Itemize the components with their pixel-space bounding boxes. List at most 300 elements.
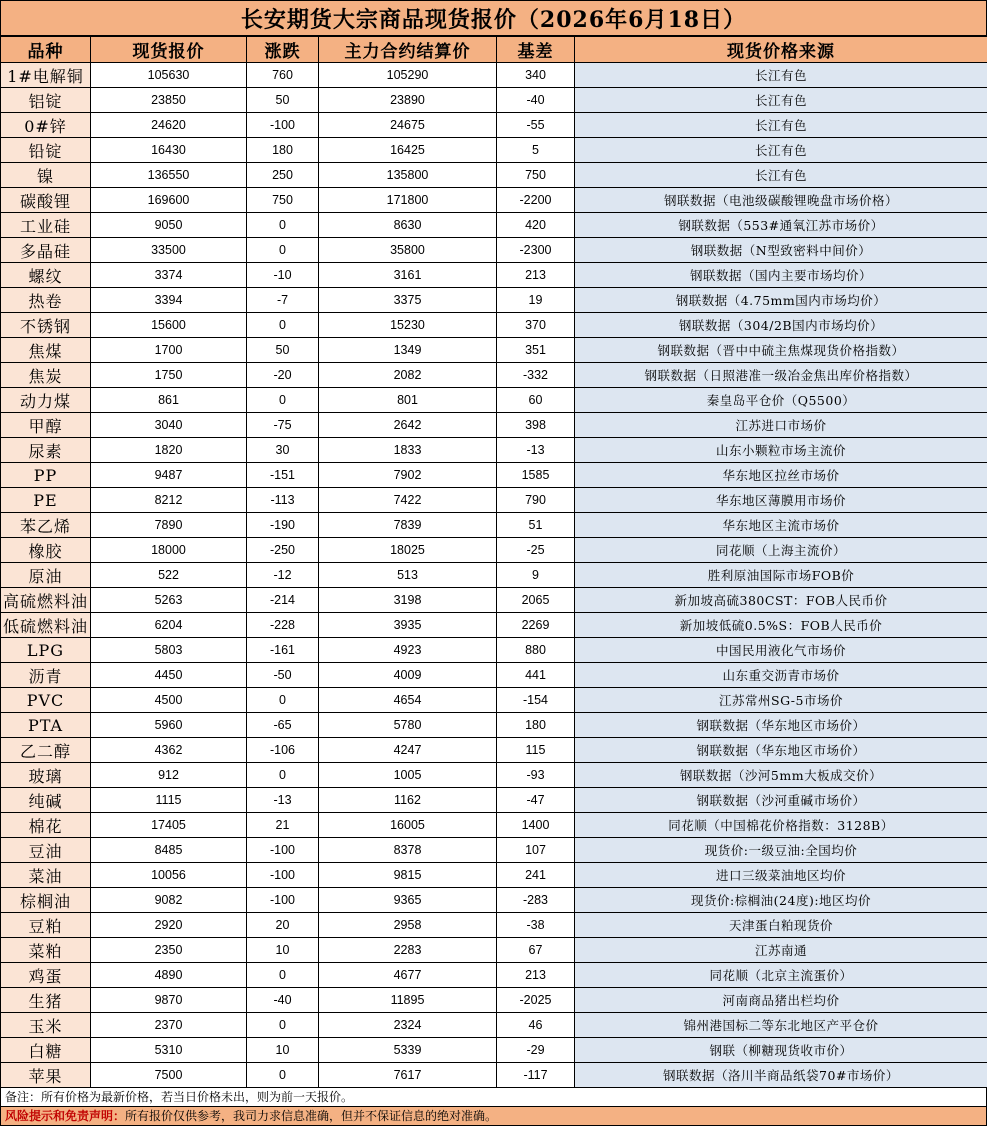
price-change: 30 [247,438,319,463]
commodity-name: 玻璃 [1,763,91,788]
price-change: -7 [247,288,319,313]
commodity-name: 玉米 [1,1013,91,1038]
price-source: 锦州港国标二等东北地区产平仓价 [575,1013,987,1038]
commodity-name: 纯碱 [1,788,91,813]
price-source: 新加坡低硫0.5%S：FOB人民币价 [575,613,987,638]
commodity-name: 豆油 [1,838,91,863]
basis-value: 46 [497,1013,575,1038]
settlement-price: 7422 [319,488,497,513]
basis-value: -2025 [497,988,575,1013]
price-change: -12 [247,563,319,588]
table-row [1,238,987,263]
basis-value: 340 [497,63,575,88]
price-change: -50 [247,663,319,688]
spot-price: 4500 [91,688,247,713]
settlement-price: 8630 [319,213,497,238]
price-source: 钢联数据（电池级碳酸锂晚盘市场价格） [575,188,987,213]
spot-price: 1820 [91,438,247,463]
basis-value: 790 [497,488,575,513]
commodity-name: 动力煤 [1,388,91,413]
price-change: -228 [247,613,319,638]
commodity-name: 豆粕 [1,913,91,938]
commodity-name: PE [1,488,91,513]
basis-value: 1585 [497,463,575,488]
spot-price: 6204 [91,613,247,638]
header-spot-price: 现货报价 [91,37,247,63]
table-row [1,313,987,338]
spot-price: 2370 [91,1013,247,1038]
commodity-name: 甲醇 [1,413,91,438]
basis-value: 67 [497,938,575,963]
price-change: -75 [247,413,319,438]
basis-value: 5 [497,138,575,163]
table-row [1,863,987,888]
price-change: 0 [247,313,319,338]
table-row [1,1013,987,1038]
price-change: -190 [247,513,319,538]
basis-value: -332 [497,363,575,388]
basis-value: -154 [497,688,575,713]
table-row [1,588,987,613]
basis-value: -38 [497,913,575,938]
basis-value: -13 [497,438,575,463]
settlement-price: 4923 [319,638,497,663]
settlement-price: 7617 [319,1063,497,1088]
price-change: 10 [247,1038,319,1063]
settlement-price: 16425 [319,138,497,163]
table-row [1,738,987,763]
price-change: -106 [247,738,319,763]
settlement-price: 11895 [319,988,497,1013]
price-source: 长江有色 [575,63,987,88]
price-source: 同花顺（上海主流价） [575,538,987,563]
settlement-price: 2324 [319,1013,497,1038]
commodity-name: 尿素 [1,438,91,463]
settlement-price: 23890 [319,88,497,113]
settlement-price: 3198 [319,588,497,613]
table-row [1,463,987,488]
price-change: 0 [247,963,319,988]
price-source: 山东重交沥青市场价 [575,663,987,688]
price-change: -10 [247,263,319,288]
table-row [1,213,987,238]
price-source: 天津蛋白粕现货价 [575,913,987,938]
price-source: 钢联数据（华东地区市场价） [575,713,987,738]
table-row [1,113,987,138]
settlement-price: 4654 [319,688,497,713]
table-row [1,888,987,913]
price-source: 钢联（柳糖现货收市价） [575,1038,987,1063]
spot-price: 7500 [91,1063,247,1088]
basis-value: 9 [497,563,575,588]
commodity-name: 工业硅 [1,213,91,238]
header-basis: 基差 [497,37,575,63]
table-row [1,688,987,713]
commodity-name: 碳酸锂 [1,188,91,213]
price-source: 钢联数据（晋中中硫主焦煤现货价格指数） [575,338,987,363]
basis-value: 107 [497,838,575,863]
price-source: 胜利原油国际市场FOB价 [575,563,987,588]
basis-value: 370 [497,313,575,338]
commodity-name: 多晶硅 [1,238,91,263]
settlement-price: 801 [319,388,497,413]
price-change: 180 [247,138,319,163]
basis-value: 880 [497,638,575,663]
settlement-price: 4009 [319,663,497,688]
basis-value: -25 [497,538,575,563]
basis-value: -93 [497,763,575,788]
header-price-source: 现货价格来源 [575,37,987,63]
price-source: 河南商品猪出栏均价 [575,988,987,1013]
price-source: 新加坡高硫380CST：FOB人民币价 [575,588,987,613]
price-source: 钢联数据（304/2B国内市场均价） [575,313,987,338]
risk-text: 所有报价仅供参考，我司力求信息准确，但并不保证信息的绝对准确。 [125,1109,497,1123]
price-source: 同花顺（中国棉花价格指数：3128B） [575,813,987,838]
settlement-price: 2958 [319,913,497,938]
price-change: 20 [247,913,319,938]
basis-value: 213 [497,263,575,288]
settlement-price: 4677 [319,963,497,988]
settlement-price: 16005 [319,813,497,838]
commodity-name: 白糖 [1,1038,91,1063]
basis-value: -283 [497,888,575,913]
table-row [1,288,987,313]
price-source: 长江有色 [575,163,987,188]
settlement-price: 15230 [319,313,497,338]
settlement-price: 2642 [319,413,497,438]
table-row [1,963,987,988]
price-source: 钢联数据（华东地区市场价） [575,738,987,763]
spot-price: 16430 [91,138,247,163]
spot-price: 15600 [91,313,247,338]
spot-price: 1700 [91,338,247,363]
basis-value: 750 [497,163,575,188]
basis-value: 213 [497,963,575,988]
price-source: 秦皇岛平仓价（Q5500） [575,388,987,413]
spot-price: 522 [91,563,247,588]
table-row [1,263,987,288]
settlement-price: 5339 [319,1038,497,1063]
price-source: 钢联数据（沙河5mm大板成交价） [575,763,987,788]
basis-value: -117 [497,1063,575,1088]
price-change: -40 [247,988,319,1013]
basis-value: 2269 [497,613,575,638]
table-row [1,938,987,963]
spot-price: 4362 [91,738,247,763]
basis-value: -47 [497,788,575,813]
basis-value: 19 [497,288,575,313]
settlement-price: 105290 [319,63,497,88]
commodity-name: 焦煤 [1,338,91,363]
spot-price: 18000 [91,538,247,563]
price-change: 0 [247,763,319,788]
commodity-name: PVC [1,688,91,713]
settlement-price: 135800 [319,163,497,188]
commodity-name: 热卷 [1,288,91,313]
table-body [1,63,987,1088]
commodity-name: 原油 [1,563,91,588]
commodity-name: 菜粕 [1,938,91,963]
spot-price: 24620 [91,113,247,138]
settlement-price: 35800 [319,238,497,263]
spot-price: 5263 [91,588,247,613]
settlement-price: 9815 [319,863,497,888]
basis-value: 115 [497,738,575,763]
header-settlement-price: 主力合约结算价 [319,37,497,63]
table-row [1,638,987,663]
settlement-price: 3161 [319,263,497,288]
sheet-title: 长安期货大宗商品现货报价（2026年6月18日） [0,0,987,36]
spot-price: 1750 [91,363,247,388]
spot-price: 9870 [91,988,247,1013]
commodity-name: 1#电解铜 [1,63,91,88]
commodity-name: 低硫燃料油 [1,613,91,638]
commodity-name: 苯乙烯 [1,513,91,538]
commodity-name: 苹果 [1,1063,91,1088]
price-source: 华东地区薄膜用市场价 [575,488,987,513]
table-row [1,988,987,1013]
price-change: -65 [247,713,319,738]
table-row [1,563,987,588]
price-change: 0 [247,388,319,413]
price-source: 钢联数据（4.75mm国内市场均价） [575,288,987,313]
basis-value: 241 [497,863,575,888]
price-source: 现货价:一级豆油:全国均价 [575,838,987,863]
price-source: 同花顺（北京主流蛋价） [575,963,987,988]
risk-disclaimer [0,1107,987,1126]
price-source: 钢联数据（国内主要市场均价） [575,263,987,288]
basis-value: 180 [497,713,575,738]
price-source: 江苏南通 [575,938,987,963]
settlement-price: 4247 [319,738,497,763]
spot-price: 8485 [91,838,247,863]
basis-value: -29 [497,1038,575,1063]
table-row [1,538,987,563]
commodity-name: 棕榈油 [1,888,91,913]
settlement-price: 8378 [319,838,497,863]
spot-price: 4450 [91,663,247,688]
price-change: -113 [247,488,319,513]
table-row [1,613,987,638]
basis-value: 2065 [497,588,575,613]
table-row [1,363,987,388]
settlement-price: 1005 [319,763,497,788]
spot-price: 105630 [91,63,247,88]
price-source: 钢联数据（553#通氧江苏市场价） [575,213,987,238]
price-change: -250 [247,538,319,563]
price-change: 50 [247,338,319,363]
spot-price: 17405 [91,813,247,838]
price-source: 长江有色 [575,113,987,138]
table-row [1,713,987,738]
commodity-name: 镍 [1,163,91,188]
settlement-price: 7839 [319,513,497,538]
settlement-price: 171800 [319,188,497,213]
spot-price: 136550 [91,163,247,188]
basis-value: -55 [497,113,575,138]
basis-value: -2300 [497,238,575,263]
settlement-price: 7902 [319,463,497,488]
price-source: 钢联数据（N型致密料中间价） [575,238,987,263]
table-row [1,813,987,838]
price-change: -100 [247,113,319,138]
table-row [1,88,987,113]
price-change: 750 [247,188,319,213]
price-change: 0 [247,238,319,263]
spot-price: 9487 [91,463,247,488]
table-row [1,488,987,513]
spot-price: 169600 [91,188,247,213]
table-row [1,663,987,688]
spot-price: 4890 [91,963,247,988]
commodity-name: LPG [1,638,91,663]
settlement-price: 1349 [319,338,497,363]
price-change: -161 [247,638,319,663]
settlement-price: 1162 [319,788,497,813]
table-row [1,763,987,788]
commodity-name: 菜油 [1,863,91,888]
table-row [1,388,987,413]
commodity-name: 铅锭 [1,138,91,163]
basis-value: -2200 [497,188,575,213]
basis-value: -40 [497,88,575,113]
footnote: 备注：所有价格为最新价格，若当日价格未出，则为前一天报价。 [0,1088,987,1107]
settlement-price: 1833 [319,438,497,463]
table-row [1,138,987,163]
spot-price: 23850 [91,88,247,113]
commodity-name: 高硫燃料油 [1,588,91,613]
settlement-price: 5780 [319,713,497,738]
price-change: 21 [247,813,319,838]
spot-price: 3374 [91,263,247,288]
commodity-name: PTA [1,713,91,738]
commodity-name: 0#锌 [1,113,91,138]
price-source: 山东小颗粒市场主流价 [575,438,987,463]
commodity-name: 棉花 [1,813,91,838]
price-source: 华东地区拉丝市场价 [575,463,987,488]
spot-price: 7890 [91,513,247,538]
spot-price: 8212 [91,488,247,513]
spot-price: 912 [91,763,247,788]
price-change: 0 [247,1063,319,1088]
table-row [1,163,987,188]
settlement-price: 513 [319,563,497,588]
basis-value: 1400 [497,813,575,838]
spot-price: 1115 [91,788,247,813]
settlement-price: 9365 [319,888,497,913]
spot-price: 2350 [91,938,247,963]
header-commodity: 品种 [1,37,91,63]
price-source: 江苏进口市场价 [575,413,987,438]
table-row [1,1063,987,1088]
commodity-name: 螺纹 [1,263,91,288]
spot-price: 5960 [91,713,247,738]
commodity-name: PP [1,463,91,488]
price-change: 0 [247,213,319,238]
commodity-name: 焦炭 [1,363,91,388]
commodity-name: 铝锭 [1,88,91,113]
commodity-name: 乙二醇 [1,738,91,763]
settlement-price: 3375 [319,288,497,313]
price-source: 钢联数据（沙河重碱市场价） [575,788,987,813]
spot-price: 2920 [91,913,247,938]
spot-price: 3040 [91,413,247,438]
price-source: 长江有色 [575,88,987,113]
price-source: 江苏常州SG-5市场价 [575,688,987,713]
spot-price: 861 [91,388,247,413]
basis-value: 60 [497,388,575,413]
settlement-price: 18025 [319,538,497,563]
spot-price: 5310 [91,1038,247,1063]
basis-value: 51 [497,513,575,538]
settlement-price: 2082 [319,363,497,388]
table-row [1,338,987,363]
table-row [1,413,987,438]
table-row [1,838,987,863]
spot-price: 5803 [91,638,247,663]
price-change: -13 [247,788,319,813]
basis-value: 420 [497,213,575,238]
price-change: 250 [247,163,319,188]
price-change: 50 [247,88,319,113]
price-change: -100 [247,888,319,913]
price-source: 现货价:棕榈油(24度):地区均价 [575,888,987,913]
table-row [1,788,987,813]
price-change: -20 [247,363,319,388]
basis-value: 441 [497,663,575,688]
price-table [0,36,987,1088]
risk-label: 风险提示和免责声明： [5,1109,125,1123]
commodity-name: 鸡蛋 [1,963,91,988]
price-change: 0 [247,688,319,713]
commodity-name: 生猪 [1,988,91,1013]
table-row [1,188,987,213]
spot-price: 9082 [91,888,247,913]
price-source: 中国民用液化气市场价 [575,638,987,663]
table-row [1,1038,987,1063]
price-change: -100 [247,863,319,888]
settlement-price: 24675 [319,113,497,138]
commodity-name: 沥青 [1,663,91,688]
table-row [1,913,987,938]
basis-value: 351 [497,338,575,363]
header-row [1,37,987,63]
price-change: 0 [247,1013,319,1038]
spot-price: 3394 [91,288,247,313]
basis-value: 398 [497,413,575,438]
price-change: -151 [247,463,319,488]
price-change: 760 [247,63,319,88]
header-change: 涨跌 [247,37,319,63]
price-source: 长江有色 [575,138,987,163]
price-change: -100 [247,838,319,863]
price-source: 钢联数据（洛川半商品纸袋70#市场价） [575,1063,987,1088]
table-row [1,438,987,463]
spot-price: 33500 [91,238,247,263]
spot-price: 9050 [91,213,247,238]
commodity-name: 橡胶 [1,538,91,563]
price-source: 进口三级菜油地区均价 [575,863,987,888]
settlement-price: 2283 [319,938,497,963]
spot-price: 10056 [91,863,247,888]
commodity-name: 不锈钢 [1,313,91,338]
price-source: 华东地区主流市场价 [575,513,987,538]
price-source: 钢联数据（日照港准一级冶金焦出库价格指数） [575,363,987,388]
table-row [1,63,987,88]
price-change: -214 [247,588,319,613]
settlement-price: 3935 [319,613,497,638]
table-row [1,513,987,538]
